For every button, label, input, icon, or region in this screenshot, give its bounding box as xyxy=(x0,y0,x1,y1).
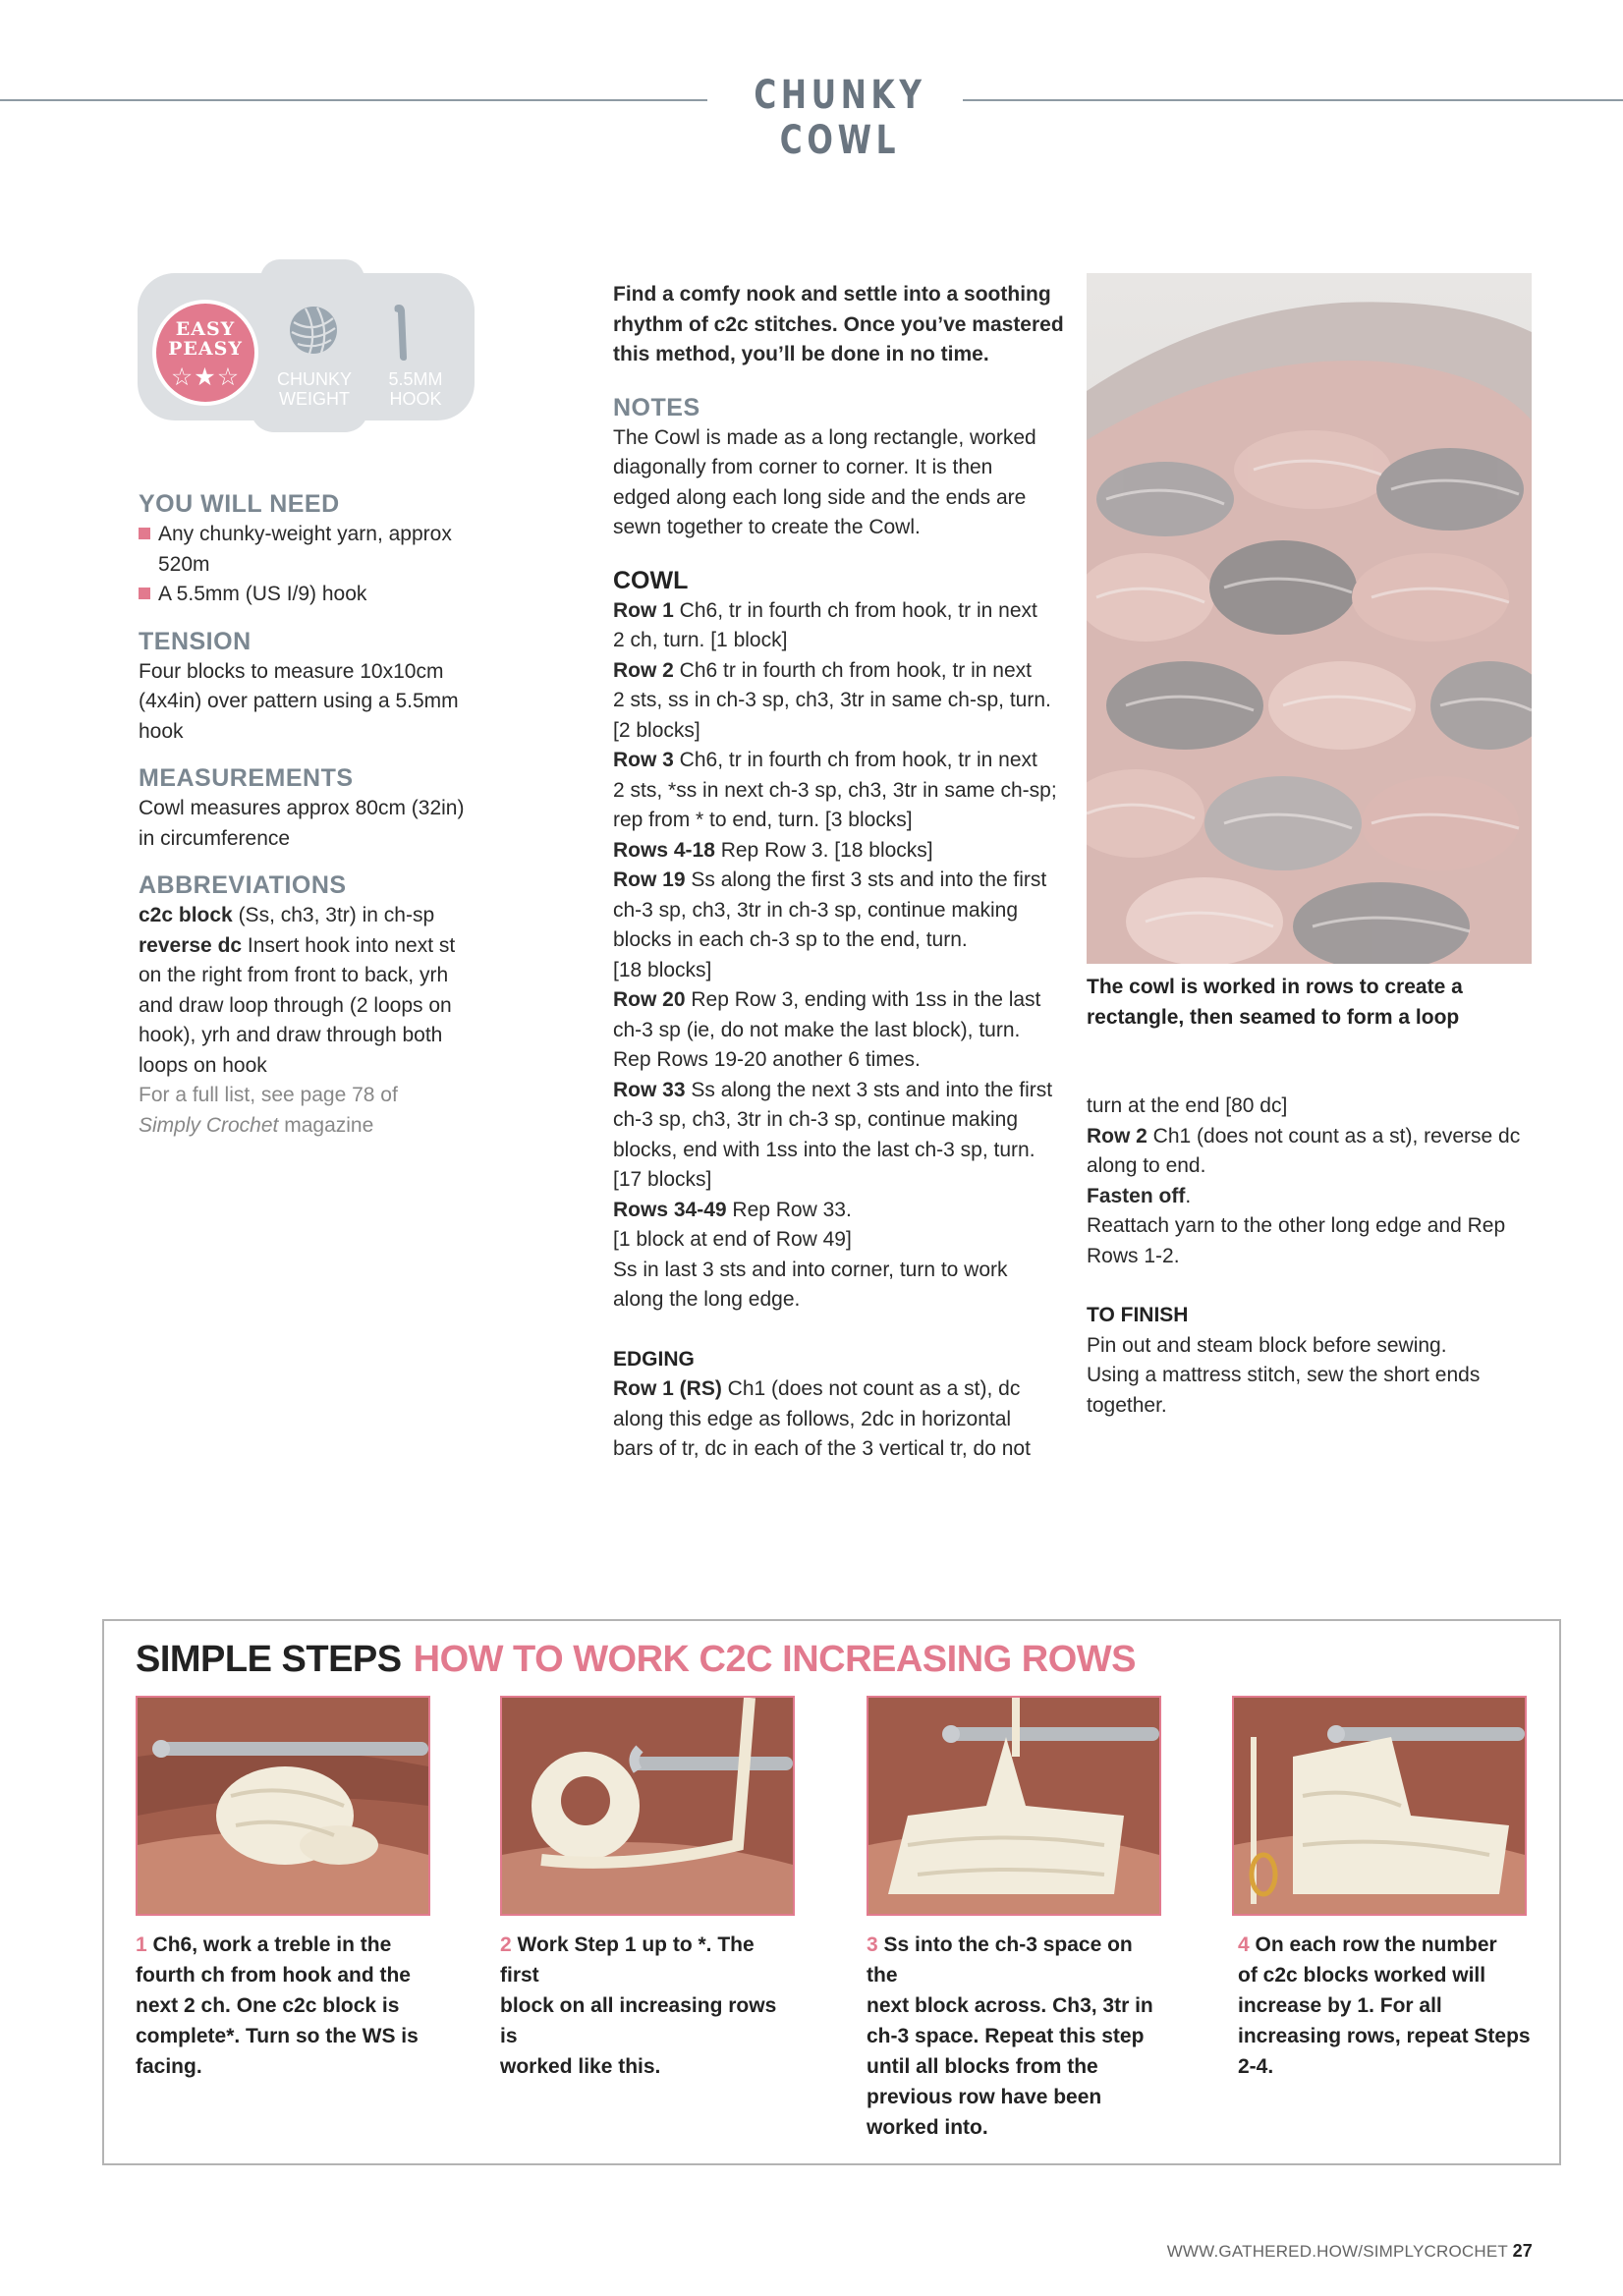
right-column xyxy=(1087,1092,1548,1421)
pattern-row: ch-3 sp, ch3, 3tr in ch-3 sp, continue making xyxy=(613,898,1019,922)
step-1-photo xyxy=(136,1696,430,1916)
notes-line: diagonally from corner to corner. It is then xyxy=(613,456,993,478)
intro-line: Find a comfy nook and settle into a soothing xyxy=(613,283,1051,306)
abbrev-line: and draw loop through (2 loops on xyxy=(139,993,452,1017)
step-4-photo xyxy=(1232,1696,1527,1916)
step-4-text: 4 On each row the number of c2c blocks worked will increase by 1. For all increasing rows, repeat Steps 2-4. xyxy=(1238,1933,1531,2078)
header-rule-right xyxy=(963,99,1623,101)
skill-level-line1: EASY xyxy=(175,318,236,340)
pattern-row: Row 33 Ss along the next 3 sts and into the first xyxy=(613,1078,1053,1101)
badge-tab-bottom xyxy=(251,409,368,432)
step-1-text: 1 Ch6, work a treble in the fourth ch from hook and the next 2 ch. One c2c block is complete*. Turn so the WS is facing. xyxy=(136,1933,419,2078)
tension-line: (4x4in) over pattern using a 5.5mm xyxy=(139,690,459,712)
edging-row: bars of tr, dc in each of the 3 vertical tr, do not xyxy=(613,1437,1031,1460)
step-number: 4 xyxy=(1238,1933,1250,1956)
need-item: A 5.5mm (US I/9) hook xyxy=(139,580,492,610)
skill-level-line2: PEASY xyxy=(168,338,243,360)
skill-level-circle xyxy=(152,300,258,406)
intro-line: rhythm of c2c stitches. Once you’ve mastered xyxy=(613,312,1064,336)
step-3-text: 3 Ss into the ch-3 space on the next block across. Ch3, 3tr in ch-3 space. Repeat this step until all blocks from the previous row have been worked into. xyxy=(867,1933,1153,2139)
cowl-photo xyxy=(1087,273,1532,964)
pattern-row: [1 block at end of Row 49] xyxy=(613,1228,852,1251)
measurements-line: in circumference xyxy=(139,826,291,850)
step-number: 1 xyxy=(136,1933,147,1956)
abbrev-line: loops on hook xyxy=(139,1053,267,1077)
step-2-photo xyxy=(500,1696,795,1916)
bullet-icon xyxy=(139,528,150,539)
crochet-hook-icon xyxy=(391,303,417,362)
pattern-row: blocks, end with 1ss into the last ch-3 sp, turn. xyxy=(613,1138,1035,1161)
pattern-row: [2 blocks] xyxy=(613,718,700,742)
skill-stars: ☆★☆ xyxy=(170,364,241,391)
header-rule-left xyxy=(0,99,707,101)
pattern-row: [18 blocks] xyxy=(613,958,712,981)
abbrev-reverse-dc: reverse dc Insert hook into next st xyxy=(139,933,456,957)
finish-line: Using a mattress stitch, sew the short ends xyxy=(1087,1364,1481,1386)
pattern-row: Rep Rows 19-20 another 6 times. xyxy=(613,1048,921,1071)
pattern-row: blocks in each ch-3 sp to the end, turn. xyxy=(613,928,968,951)
need-item-cont: 520m xyxy=(158,552,210,576)
tension-line: Four blocks to measure 10x10cm xyxy=(139,659,444,683)
pattern-row: Row 2 Ch6 tr in fourth ch from hook, tr in next xyxy=(613,658,1033,682)
page-number: 27 xyxy=(1512,2241,1533,2261)
yarn-ball-icon xyxy=(288,305,339,356)
finish-heading: TO FINISH xyxy=(1087,1304,1189,1326)
pattern-row: [17 blocks] xyxy=(613,1168,712,1191)
pattern-row: 2 sts, *ss in next ch-3 sp, ch3, 3tr in same ch-sp; xyxy=(613,778,1057,802)
edging-row2-cont: along to end. xyxy=(1087,1154,1206,1177)
finish-line: together. xyxy=(1087,1393,1167,1417)
cowl-rows xyxy=(613,596,1075,1316)
pattern-row: Row 1 Ch6, tr in fourth ch from hook, tr in next xyxy=(613,598,1037,622)
notes-line: edged along each long side and the ends are xyxy=(613,485,1027,509)
edging-row2: Row 2 Ch1 (does not count as a st), reverse dc xyxy=(1087,1124,1521,1148)
cowl-heading: COWL xyxy=(613,566,689,594)
fasten-off: Fasten off. xyxy=(1087,1184,1192,1207)
need-item: Any chunky-weight yarn, approx xyxy=(139,520,492,550)
notes-line: sewn together to create the Cowl. xyxy=(613,516,921,538)
step-3-photo xyxy=(867,1696,1161,1916)
reattach-line: Rows 1-2. xyxy=(1087,1244,1180,1267)
edging-cont: turn at the end [80 dc] xyxy=(1087,1094,1288,1117)
abbrev-line: on the right from front to back, yrh xyxy=(139,964,449,986)
abbrev-line: hook), yrh and draw through both xyxy=(139,1024,443,1046)
pattern-row: ch-3 sp, ch3, 3tr in ch-3 sp, continue making xyxy=(613,1108,1019,1131)
cowl-photo-illustration xyxy=(1087,273,1532,964)
measurements-heading: MEASUREMENTS xyxy=(139,764,354,792)
pattern-row: Rows 34-49 Rep Row 33. xyxy=(613,1198,852,1221)
simple-steps-subtitle: HOW TO WORK C2C INCREASING ROWS xyxy=(413,1639,1136,1680)
pattern-row: 2 ch, turn. [1 block] xyxy=(613,629,788,651)
tension-heading: TENSION xyxy=(139,627,252,655)
abbrev-note: For a full list, see page 78 of xyxy=(139,1084,398,1106)
pattern-row: 2 sts, ss in ch-3 sp, ch3, 3tr in same ch-sp, turn. xyxy=(613,689,1051,711)
pattern-row: Row 19 Ss along the first 3 sts and into the first xyxy=(613,868,1047,891)
middle-column xyxy=(613,280,1075,1465)
left-column xyxy=(139,488,492,1141)
you-will-need-heading: YOU WILL NEED xyxy=(139,490,340,518)
notes-line: The Cowl is made as a long rectangle, worked xyxy=(613,425,1036,449)
notes-heading: NOTES xyxy=(613,393,700,421)
page-title: CHUNKY COWL xyxy=(754,73,926,163)
abbrev-note-magazine: Simply Crochet magazine xyxy=(139,1113,374,1137)
step-number: 2 xyxy=(500,1933,512,1956)
abbreviations-heading: ABBREVIATIONS xyxy=(139,871,347,899)
page-footer xyxy=(1167,2241,1533,2262)
edging-row: along this edge as follows, 2dc in horizontal xyxy=(613,1407,1012,1430)
step-number: 3 xyxy=(867,1933,878,1956)
pattern-row: along the long edge. xyxy=(613,1288,801,1311)
abbrev-c2c: c2c block (Ss, ch3, 3tr) in ch-sp xyxy=(139,904,435,926)
pattern-row: Row 3 Ch6, tr in fourth ch from hook, tr in next xyxy=(613,749,1037,771)
pattern-row: ch-3 sp (ie, do not make the last block), turn. xyxy=(613,1018,1021,1041)
intro-line: this method, you’ll be done in no time. xyxy=(613,343,989,365)
hook-size-label: 5.5MM HOOK xyxy=(388,369,443,409)
pattern-row: Row 20 Rep Row 3, ending with 1ss in the last xyxy=(613,988,1041,1011)
step-2-text: 2 Work Step 1 up to *. The first block on all increasing rows is worked like this. xyxy=(500,1933,777,2078)
pattern-row: Rows 4-18 Rep Row 3. [18 blocks] xyxy=(613,838,933,862)
pattern-row: rep from * to end, turn. [3 blocks] xyxy=(613,809,913,831)
reattach-line: Reattach yarn to the other long edge and Rep xyxy=(1087,1214,1506,1237)
edging-heading: EDGING xyxy=(613,1347,695,1371)
yarn-weight-label: CHUNKY WEIGHT xyxy=(276,369,352,409)
bullet-icon xyxy=(139,588,150,599)
pattern-row: Ss in last 3 sts and into corner, turn to work xyxy=(613,1258,1008,1281)
tension-line: hook xyxy=(139,719,184,743)
footer-url-link[interactable]: WWW.GATHERED.HOW/SIMPLYCROCHET xyxy=(1166,2242,1508,2261)
measurements-line: Cowl measures approx 80cm (32in) xyxy=(139,797,465,819)
simple-steps-title: SIMPLE STEPS HOW TO WORK C2C INCREASING ROWS xyxy=(136,1639,1136,1680)
edging-row: Row 1 (RS) Ch1 (does not count as a st), dc xyxy=(613,1377,1021,1400)
finish-line: Pin out and steam block before sewing. xyxy=(1087,1333,1447,1357)
photo-caption: The cowl is worked in rows to create a rectangle, then seamed to form a loop xyxy=(1087,976,1463,1029)
